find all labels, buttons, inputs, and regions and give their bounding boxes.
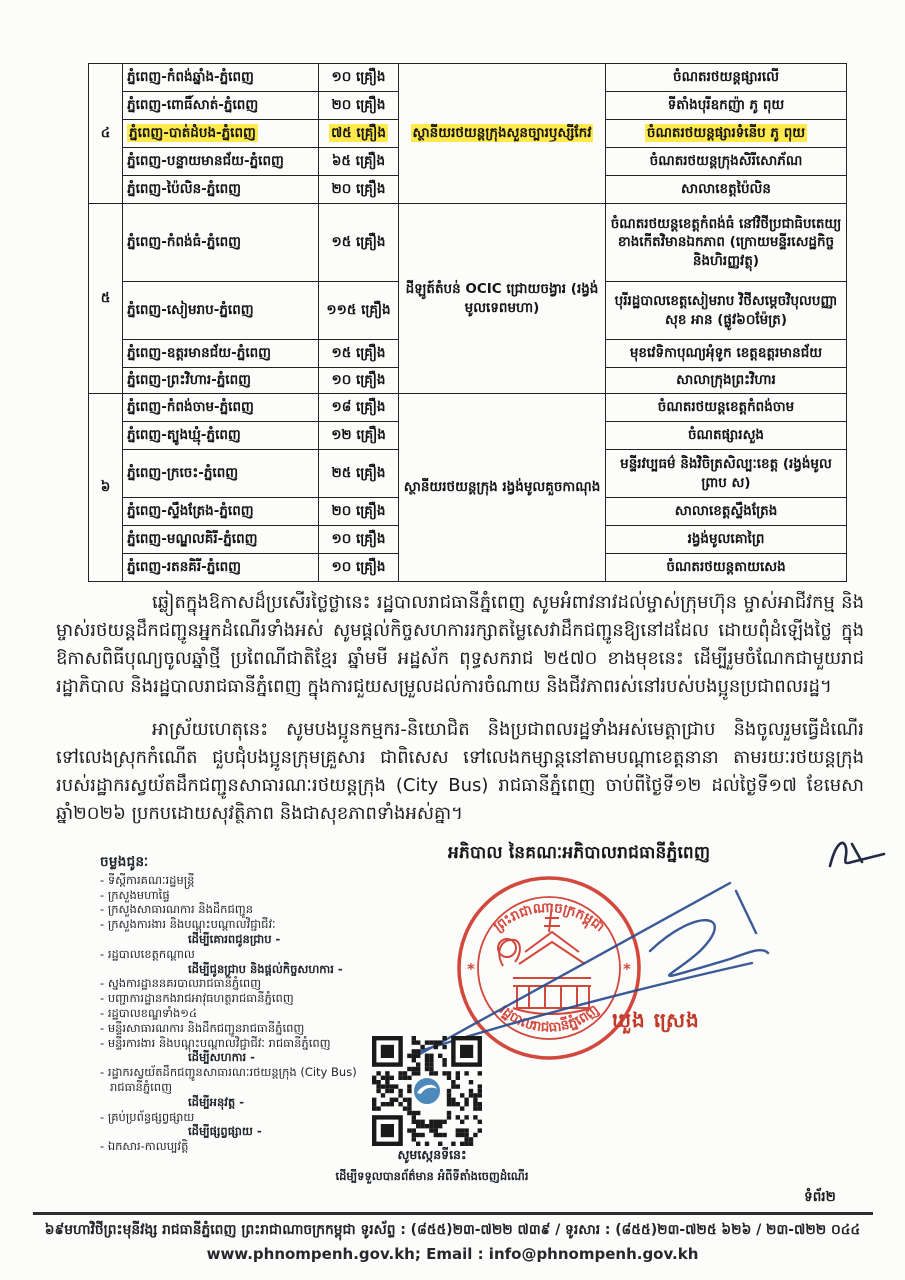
stop-cell: ចំណតផ្សារសួង [606,422,847,450]
cc-line: - រដ្ឋាករស្វយ័តដឹកជញ្ជូនសាធារណៈរថយន្តក្រុង (City Bus) [100,1065,435,1080]
route-cell: ភ្នំពេញ-ពោធិ៍សាត់-ភ្នំពេញ [123,92,319,120]
stop-cell: ចំណតរថយន្តក្រុងសិរីសោភ័ណ [606,148,847,176]
svg-text:ព្រះរាជាណាចក្រកម្ពុជា: ព្រះរាជាណាចក្រកម្ពុជា [490,899,608,936]
quantity-cell: ១៥ គ្រឿង [319,340,399,368]
route-cell: ភ្នំពេញ-កំពង់ចាម-ភ្នំពេញ [123,394,319,422]
group-number: ៥ [89,204,123,394]
cc-line-continuation: រាជធានីភ្នំពេញ [110,1079,173,1094]
route-cell: ភ្នំពេញ-ឧត្តរមានជ័យ-ភ្នំពេញ [123,340,319,368]
quantity-cell: ១០ គ្រឿង [319,64,399,92]
handwritten-initial [822,832,892,874]
paragraph-1: ឆ្លៀតក្នុងឱកាសដ៏ប្រសើរថ្លៃថ្លានេះ រដ្ឋបាលរាជធានីភ្នំពេញ សូមអំពាវនាវដល់ម្ចាស់ក្រុមហ៊ុន ម្ចាស់អាជីវកម្ម និងម្ចាស់រថយន្តដឹកជញ្ជូនអ្នកដំណើរទាំងអស់ សូមផ្តល់កិច្ចសហការរក្សាតម្លៃសេវាដឹកជញ្ជូនឱ្យនៅដដែល ដោយពុំដំឡើងថ្លៃ ក្នុងឱកាសពិធីបុណ្យចូលឆ្នាំថ្មី ប្រពៃណីជាតិខ្មែរ ឆ្នាំមមី អដ្ឋស័ក ពុទ្ធសករាជ ២៥៧០ ខាងមុខនេះ ដើម្បីរួមចំណែកជាមួយរាជរដ្ឋាភិបាល និងរដ្ឋបាលរាជធានីភ្នំពេញ ក្នុងការជួយសម្រួលដល់ការចំណាយ និងជីវភាពរស់នៅរបស់បងប្អូនប្រជាពលរដ្ឋ។ [56,592,864,697]
quantity-cell: ១៥ គ្រឿង [319,204,399,282]
stop-cell: ចំណតរថយន្តខេត្តកំពង់ធំ នៅវិថីប្រជាធិបតេយ្យ ខាងកើតវិមានឯកភាព (ក្រោយមន្ទីរសេដ្ឋកិច្ច និងហិរញ្ញវត្ថុ) [606,204,847,282]
route-cell: ភ្នំពេញ-កំពង់ធំ-ភ្នំពេញ [123,204,319,282]
page-number: ទំព័រ២ [804,1189,836,1205]
route-cell: ភ្នំពេញ-ព្រះវិហារ-ភ្នំពេញ [123,368,319,394]
cc-line: - ក្រសួងមហាផ្ទៃ [100,888,435,903]
cc-line: - បញ្ជាការដ្ឋានកងរាជអាវុធហត្ថរាជធានីភ្នំពេញ [100,991,435,1006]
stop-cell: មុខវេទិកាបុណ្យអុំទូក ខេត្តឧត្តរមានជ័យ [606,340,847,368]
svg-text:*: * [467,960,475,978]
route-cell: ភ្នំពេញ-កំពង់ឆ្នាំង-ភ្នំពេញ [123,64,319,92]
stop-cell: សាលាក្រុងព្រះវិហារ [606,368,847,394]
footer-website-email: www.phnompenh.gov.kh; Email : info@phnompenh.gov.kh [206,1245,699,1263]
announcement-body [56,589,864,843]
quantity-cell-highlighted: ៧៥ គ្រឿង [319,120,399,148]
route-cell: ភ្នំពេញ-សៀមរាប-ភ្នំពេញ [123,282,319,340]
svg-text:រដ្ឋបាលរាជធានីភ្នំពេញ: រដ្ឋបាលរាជធានីភ្នំពេញ [495,1001,603,1036]
cc-line: - ឯកសារ-កាលប្បវត្តិ [100,1139,435,1154]
cc-line: - ទីស្តីការគណៈរដ្ឋមន្ត្រី [100,873,435,888]
quantity-cell: ១៨ គ្រឿង [319,394,399,422]
qr-code [372,1036,482,1146]
quantity-cell: ៦៥ គ្រឿង [319,148,399,176]
quantity-cell: ២០ គ្រឿង [319,498,399,526]
stop-cell: សាលាខេត្តប៉ៃលិន [606,176,847,204]
route-cell: ភ្នំពេញ-ប៉ៃលិន-ភ្នំពេញ [123,176,319,204]
quantity-cell: ១០ គ្រឿង [319,554,399,582]
stop-cell: ទីតាំងបុរីឧកញ៉ា ភូ ពុយ [606,92,847,120]
group-number: ៤ [89,64,123,204]
quantity-cell: ២០ គ្រឿង [319,92,399,120]
cc-line: - គ្រប់ប្រព័ន្ធផ្សព្វផ្សាយ [100,1110,435,1125]
stop-cell: មន្ទីរវប្បធម៌ និងវិចិត្រសិល្បៈខេត្ត (រង្វង់មូលព្រាប ស) [606,450,847,498]
route-cell: ភ្នំពេញ-មណ្ឌលគិរី-ភ្នំពេញ [123,526,319,554]
stop-cell: សាលាខេត្តស្ទឹងត្រែង [606,498,847,526]
qr-caption-line2: ដើម្បីទទួលបានព័ត៌មាន អំពីទីតាំងចេញដំណើរ [335,1169,529,1183]
station-cell: ដីឡូត៍តំបន់ OCIC ជ្រោយចង្វារ (រង្វង់មូលទេពមហា) [399,204,606,394]
cc-note: ដើម្បីសហការ - [188,1050,255,1065]
quantity-cell: ១១៥ គ្រឿង [319,282,399,340]
quantity-cell: ១០ គ្រឿង [319,368,399,394]
route-cell: ភ្នំពេញ-ក្រចេះ-ភ្នំពេញ [123,450,319,498]
bus-route-table [88,63,847,582]
cc-line: - មន្ទីរសាធារណការ និងដឹកជញ្ជូនរាជធានីភ្នំពេញ [100,1021,435,1036]
paragraph-2: អាស្រ័យហេតុនេះ សូមបងប្អូនកម្មករ-និយោជិត និងប្រជាពលរដ្ឋទាំងអស់មេត្តាជ្រាប និងចូលរួមធ្វើដំណើរទៅលេងស្រុកកំណើត ជួបជុំបងប្អូនក្រុមគ្រួសារ ជាពិសេស ទៅលេងកម្សាន្តនៅតាមបណ្តាខេត្តនានា តាមរយៈរថយន្តក្រុង របស់រដ្ឋាករស្វយ័តដឹកជញ្ជូនសាធារណៈរថយន្តក្រុង (City Bus) រាជធានីភ្នំពេញ ចាប់ពីថ្ងៃទី១២ ដល់ថ្ងៃទី១៧ ខែមេសា ឆ្នាំ២០២៦ ប្រកបដោយសុវត្ថិភាព និងជាសុខភាពទាំងអស់គ្នា។ [56,719,864,824]
cc-line: - រដ្ឋបាលខណ្ឌទាំង១៤ [100,1006,435,1021]
stop-cell: រង្វង់មូលគោព្រៃ [606,526,847,554]
qr-caption-line1: សូមស្កេនទីនេះ [397,1147,467,1162]
route-cell: ភ្នំពេញ-ត្បូងឃ្មុំ-ភ្នំពេញ [123,422,319,450]
footer-divider [33,1212,873,1215]
cc-line: - ក្រសួងការងារ និងបណ្តុះបណ្តាលវិជ្ជាជីវៈ [100,917,435,932]
station-cell [399,64,606,204]
cc-line: - ក្រសួងសាធារណការ និងដឹកជញ្ជូន [100,902,435,917]
quantity-cell: ២០ គ្រឿង [319,176,399,204]
route-cell: ភ្នំពេញ-បន្ទាយមានជ័យ-ភ្នំពេញ [123,148,319,176]
quantity-cell: ២៥ គ្រឿង [319,450,399,498]
cc-note: ដើម្បីគោរពជូនជ្រាប - [188,931,281,946]
stop-cell: ចំណតរថយន្តផ្សារលើ [606,64,847,92]
copy-to-header: ចម្លងជូនៈ [100,854,149,870]
cc-note: ដើម្បីអនុវត្ត - [188,1094,245,1109]
route-cell: ភ្នំពេញ-រតនគិរី-ភ្នំពេញ [123,554,319,582]
quantity-cell: ១០ គ្រឿង [319,526,399,554]
cc-note: ដើម្បីជូនជ្រាប និងផ្តល់កិច្ចសហការ - [188,961,343,976]
quantity-cell: ១២ គ្រឿង [319,422,399,450]
highlighted-text: ស្ថានីយរថយន្តក្រុងសួនច្បារឫស្សីកែវ [412,125,592,142]
qr-caption [307,1147,557,1186]
stop-cell-highlighted: ចំណតរថយន្តផ្សារទំនើប ភូ ពុយ [606,120,847,148]
cc-line: - រដ្ឋបាលខេត្តកណ្តាល [100,947,435,962]
signatory-name: ឃួង ស្រេង [612,1008,700,1032]
cc-line: - ស្នងការដ្ឋាននគរបាលរាជធានីភ្នំពេញ [100,976,435,991]
signatory-title: អភិបាល នៃគណៈអភិបាលរាជធានីភ្នំពេញ [448,843,711,863]
station-cell: ស្ថានីយរថយន្តក្រុង រង្វង់មូលគួចកាណុង [399,394,606,582]
stop-cell: ចំណតរថយន្តតាយសេង [606,554,847,582]
stop-cell: បុរីរដ្ឋបាលខេត្តសៀមរាប វិថីសម្តេចវិបុលបញ្ញា សុខ អាន (ផ្លូវ៦០ម៉ែត្រ) [606,282,847,340]
group-number: ៦ [89,394,123,582]
svg-text:*: * [623,960,631,978]
route-cell: ភ្នំពេញ-ស្ទឹងត្រែង-ភ្នំពេញ [123,498,319,526]
cc-note: ដើម្បីផ្សព្វផ្សាយ - [188,1124,262,1139]
cc-line: - មន្ទីរការងារ និងបណ្តុះបណ្តាលវិជ្ជាជីវៈ រាជធានីភ្នំពេញ [100,1036,435,1051]
footer-address-phone: ៦៩មហាវិថីព្រះមុនីវង្ស រាជធានីភ្នំពេញ ព្រះរាជាណាចក្រកម្ពុជា ទូរស័ព្ទ : (៨៥៥)២៣-៧២២ ៧៣៩ / ទូរសារ : (៨៥៥)២៣-៧២៥ ៦២៦ / ២៣-៧២២ ០៤៤ [44,1222,861,1238]
stop-cell: ចំណតរថយន្តខេត្តកំពង់ចាម [606,394,847,422]
route-cell-highlighted: ភ្នំពេញ-បាត់ដំបង-ភ្នំពេញ [123,120,319,148]
